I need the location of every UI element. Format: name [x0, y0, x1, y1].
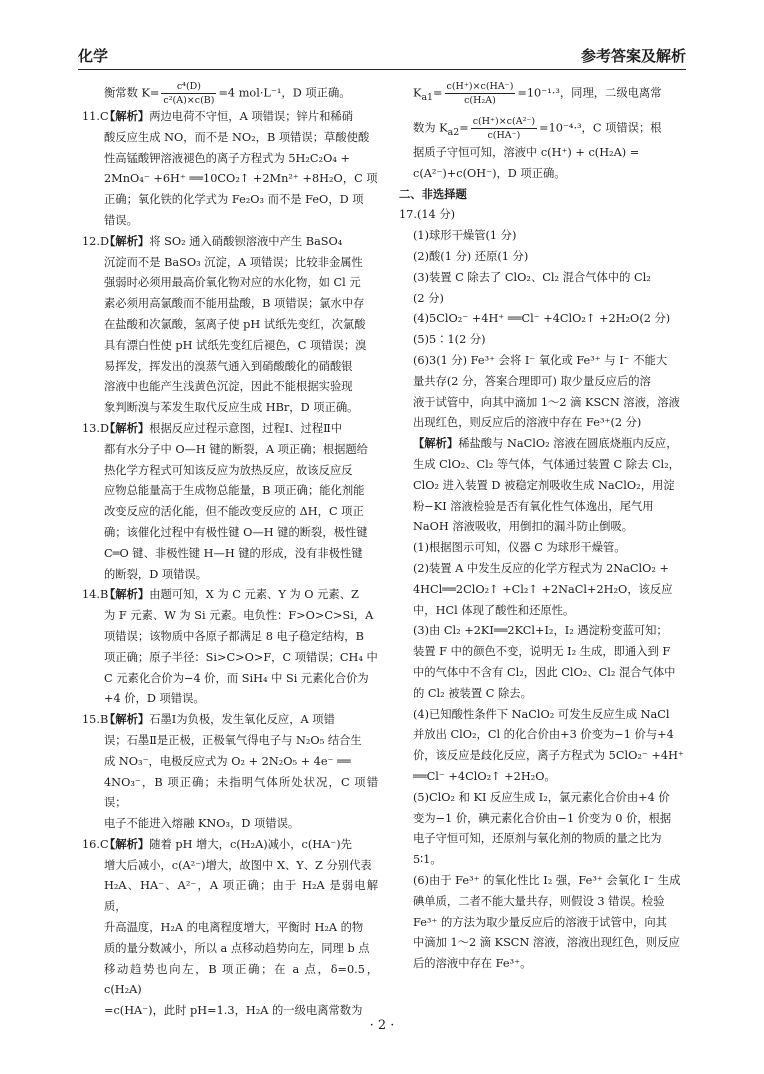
ka1-symbol: K — [413, 86, 422, 100]
answer-line: 移动趋势也向左，B 项正确；在 a 点，δ=0.5，c(H₂A) — [104, 962, 378, 997]
ka2-equals: = — [459, 121, 469, 135]
answer-item: 量共存(2 分，答案合理即可) 取少量反应后的溶 — [413, 374, 651, 388]
answer-line: =c(HA⁻)，此时 pH=1.3，H₂A 的一级电离常数为 — [104, 1004, 363, 1018]
answer-line: 项错误；该物质中各原子都满足 8 电子稳定结构，B — [104, 629, 364, 643]
analysis-label: 【解析】 — [104, 588, 150, 602]
analysis-label: 【解析】 — [104, 234, 150, 248]
answer-text: 根据反应过程示意图，过程Ⅰ、过程Ⅱ中 — [149, 421, 343, 435]
answer-text: 由题可知，X 为 C 元素、Y 为 O 元素、Z — [149, 588, 359, 602]
explanation-line: 后的溶液中存在 Fe³⁺。 — [413, 957, 532, 971]
answer-line: 增大后减小，c(A²⁻)增大，故图中 X、Y、Z 分别代表 — [104, 858, 372, 872]
answer-first-line — [82, 419, 378, 440]
ka1-subscript: a1 — [421, 91, 434, 103]
answer-item: (6)3(1 分) Fe³⁺ 会将 I⁻ 氧化或 Fe³⁺ 与 I⁻ 不能大 — [413, 354, 668, 368]
explanation-line: 并放出 ClO₂，Cl 的化合价由+3 价变为−1 价与+4 — [413, 728, 674, 742]
answer-item: (3)装置 C 除去了 ClO₂、Cl₂ 混合气体中的 Cl₂ — [413, 270, 651, 284]
ka1-numerator: c(H⁺)×c(HA⁻) — [446, 81, 514, 92]
explanation-line: (1)根据图示可知，仪器 C 为球形干燥管。 — [413, 541, 626, 555]
answer-line: 确；该催化过程中有极性键 O—H 键的断裂，极性键 — [104, 525, 368, 539]
answer-12 — [82, 232, 378, 419]
ka2-suffix: =10⁻⁴·³，C 项错误；根 — [539, 121, 662, 135]
page-number: · 2 · — [369, 1018, 395, 1033]
answer-line: 在盐酸和次氯酸，氢离子使 pH 试纸先变红，次氯酸 — [104, 317, 366, 331]
answer-line: 应物总能量高于生成物总能量，B 项正确；能化剂能 — [104, 484, 365, 498]
header-rule — [78, 69, 686, 70]
question-number: 16.C — [82, 837, 109, 851]
ka2-fraction — [471, 115, 537, 142]
answer-item: (2)酸(1 分) 还原(1 分) — [413, 250, 529, 264]
explanation-line: (5)ClO₂ 和 KI 反应生成 I₂，氯元素化合价由+4 价 — [413, 790, 670, 804]
ka1-denominator: c(H₂A) — [464, 95, 496, 106]
answer-line: H₂A、HA⁻、A²⁻，A 项正确；由于 H₂A 是弱电解质， — [104, 879, 378, 914]
k-denominator: c²(A)×c(B) — [163, 95, 215, 106]
answer-first-line — [82, 710, 378, 731]
ka1-equals: = — [433, 86, 443, 100]
answer-line: 强弱时必须用最高价氧化物对应的水化物，如 Cl 元 — [104, 276, 361, 290]
answer-line: 错误。 — [104, 213, 138, 227]
answer-line: 象判断溴与苯发生取代反应生成 HBr，D 项正确。 — [104, 401, 359, 415]
answer-item: (5)5∶1(2 分) — [413, 333, 486, 347]
ka2-numerator: c(H⁺)×c(A²⁻) — [472, 115, 536, 127]
analysis-label: 【解析】 — [104, 421, 150, 435]
question-number: 15.B — [82, 713, 109, 727]
k-suffix: =4 mol·L⁻¹，D 项正确。 — [218, 86, 351, 100]
ka2-denominator: c(HA⁻) — [487, 129, 521, 141]
answer-line: 升高温度，H₂A 的电离程度增大，平衡时 H₂A 的物 — [104, 921, 364, 935]
answer-line: 热化学方程式可知该反应为放热反应，故该反应反 — [104, 463, 353, 477]
question-number: 13.D — [82, 421, 110, 435]
section-heading: 二、非选择题 — [399, 187, 467, 201]
answer-14 — [82, 585, 378, 710]
answer-line: 具有漂白性使 pH 试纸先变红后褪色，C 项错误；溴 — [104, 338, 367, 352]
analysis-block — [399, 434, 695, 975]
analysis-label: 【解析】 — [104, 713, 150, 727]
answer-line: 改变反应的活化能，但不能改变反应的 ΔH，C 项正 — [104, 505, 364, 519]
answer-13 — [82, 419, 378, 585]
explanation-line: Fe³⁺ 的方法为取少量反应后的溶液于试管中，向其 — [413, 915, 667, 929]
answer-list — [399, 226, 695, 434]
answer-line: 4NO₃⁻，B 项正确；未指明气体所处状况，C 项错误； — [104, 775, 378, 810]
explanation-line: 中滴加 1～2 滴 KSCN 溶液，溶液出现红色，则反应 — [413, 936, 680, 950]
answer-item: (1)球形干燥管(1 分) — [413, 229, 517, 243]
subject-title: 化学 — [78, 47, 109, 65]
answer-15 — [82, 710, 378, 835]
answer-line: 都有水分子中 O—H 键的断裂，A 项正确；根据题给 — [104, 442, 368, 456]
answer-text: 将 SO₂ 通入硝酸钡溶液中产生 BaSO₄ — [149, 234, 343, 248]
answer-line: 酸反应生成 NO，而不是 NO₂，B 项错误；草酸使酸 — [104, 130, 370, 144]
answer-item: 液于试管中，向其中滴加 1～2 滴 KSCN 溶液，溶液 — [413, 395, 680, 409]
answer-line: 溶液中也能产生浅黄色沉淀，因此不能根据实验现 — [104, 380, 353, 394]
explanation-line: (2)装置 A 中发生反应的化学方程式为 2NaClO₂ + — [413, 562, 670, 576]
explanation-line: 价，该反应是歧化反应，离子方程式为 5ClO₂⁻ +4H⁺ — [413, 749, 684, 763]
explanation-line: 碘单质，二者不能大量共存，则假设 3 错误。检验 — [413, 894, 665, 908]
ka1-line — [399, 80, 695, 109]
answer-line: 项正确；原子半径：Si>C>O>F，C 项错误；CH₄ 中 — [104, 650, 378, 664]
left-column — [82, 80, 378, 1022]
explanation-line: (4)已知酸性条件下 NaClO₂ 可发生反应生成 NaCl — [413, 707, 670, 721]
answer-line: 易挥发，挥发出的溴蒸气通入到硝酸酸化的硝酸银 — [104, 359, 353, 373]
k-fraction — [161, 80, 216, 107]
analysis-text: 稀盐酸与 NaClO₂ 溶液在圆底烧瓶内反应， — [458, 437, 678, 451]
explanation-line: 4HCl══2ClO₂↑ +Cl₂↑ +2NaCl+2H₂O，该反应 — [413, 582, 673, 596]
ka1-suffix: =10⁻¹·³，同理，二级电离常 — [517, 86, 662, 100]
answer-text: 随着 pH 增大，c(H₂A)减小，c(HA⁻)先 — [149, 837, 352, 851]
answer-line: 电子不能进入熔融 KNO₃，D 项错误。 — [104, 817, 300, 831]
answer-line: 成 NO₃⁻，电极反应式为 O₂ + 2N₂O₅ + 4e⁻ ══ — [104, 754, 351, 768]
question-number: 12.D — [82, 234, 110, 248]
answer-line: C═O 键、非极性键 H—H 键的形成，没有非极性键 — [104, 546, 363, 560]
answer-line: +4 价，D 项错误。 — [104, 692, 205, 706]
explanation-line: 变为−1 价，碘元素化合价由−1 价变为 0 价，根据 — [413, 811, 672, 825]
analysis-label: 【解析】 — [104, 110, 150, 123]
explanation-line: 的 Cl₂ 被装置 C 除去。 — [413, 686, 532, 700]
answer-line: 为 F 元素、W 为 Si 元素。电负性：F>O>C>Si，A — [104, 609, 374, 623]
answer-line: c(A²⁻)+c(OH⁻)，D 项正确。 — [413, 166, 566, 180]
answer-item: (4)5ClO₂⁻ +4H⁺ ══Cl⁻ +4ClO₂↑ +2H₂O(2 分) — [413, 312, 671, 326]
answer-16 — [82, 835, 378, 1022]
explanation-line: (6)由于 Fe³⁺ 的氧化性比 I₂ 强，Fe³⁺ 会氧化 I⁻ 生成 — [413, 873, 681, 887]
k-numerator: c⁴(D) — [161, 80, 216, 94]
ka2-subscript: a2 — [447, 126, 460, 138]
question-number: 11.C — [82, 110, 109, 123]
equilibrium-constant-line — [82, 80, 378, 107]
analysis-label: 【解析】 — [104, 837, 150, 851]
analysis-label: 【解析】 — [413, 437, 459, 451]
answer-line: 正确；氧化铁的化学式为 Fe₂O₃ 而不是 FeO，D 项 — [104, 193, 364, 207]
answer-line: 性高锰酸钾溶液褪色的离子方程式为 5H₂C₂O₄ + — [104, 151, 350, 165]
analysis-first-line — [399, 434, 695, 455]
answer-11 — [82, 107, 378, 232]
right-column — [399, 80, 695, 975]
ka2-line — [399, 115, 695, 144]
analysis-line: 粉−KI 溶液检验是否有氧化性气体逸出，尾气用 — [413, 499, 654, 513]
analysis-line: ClO₂ 进入装置 D 被稳定剂吸收生成 NaClO₂，用淀 — [413, 478, 675, 492]
answer-line: 据质子守恒可知，溶液中 c(H⁺) + c(H₂A) = — [413, 146, 640, 160]
explanation-line: 中，HCl 体现了酸性和还原性。 — [413, 603, 575, 617]
answer-first-line — [82, 232, 378, 253]
answer-line: 的断裂，D 项错误。 — [104, 567, 208, 581]
answer-first-line — [82, 585, 378, 606]
explanation-line: 中的气体中不含有 Cl₂，因此 ClO₂、Cl₂ 混合气体中 — [413, 666, 676, 680]
page-header — [78, 46, 686, 70]
ka1-fraction — [445, 80, 516, 107]
answer-line: C 元素化合价为−4 价，而 SiH₄ 中 Si 元素化合价为 — [104, 671, 369, 685]
explanation-line: (3)由 Cl₂ +2KI══2KCl+I₂，I₂ 遇淀粉变蓝可知； — [413, 624, 668, 638]
explanation-line: 5∶1。 — [413, 853, 442, 867]
ka2-prefix: 数为 K — [413, 121, 448, 135]
answer-line: 误；石墨Ⅱ是正极，正极氧气得电子与 N₂O₅ 结合生 — [104, 733, 362, 747]
question-17-number: 17.(14 分) — [399, 208, 456, 222]
section-title: 参考答案及解析 — [580, 47, 686, 65]
answer-text: 石墨Ⅰ为负极，发生氧化反应，A 项错 — [149, 713, 335, 727]
analysis-line: 生成 ClO₂、Cl₂ 等气体，气体通过装置 C 除去 Cl₂， — [413, 458, 680, 472]
analysis-line: NaOH 溶液吸收，用倒扣的漏斗防止倒吸。 — [413, 520, 634, 534]
answer-item: (2 分) — [413, 291, 444, 305]
answer-text: 两边电荷不守恒，A 项错误；锌片和稀硝 — [149, 110, 354, 123]
answer-line: 质的量分数减小，所以 a 点移动趋势向左，同理 b 点 — [104, 941, 370, 955]
answer-first-line — [82, 107, 378, 128]
answer-line: 2MnO₄⁻ +6H⁺ ══10CO₂↑ +2Mn²⁺ +8H₂O，C 项 — [104, 172, 378, 186]
answer-line: 沉淀而不是 BaSO₃ 沉淀，A 项错误；比较非金属性 — [104, 255, 363, 269]
answer-item: 出现红色，则反应后的溶液中存在 Fe³⁺(2 分) — [413, 416, 642, 430]
question-number: 14.B — [82, 588, 109, 602]
explanation-line: 装置 F 中的颜色不变，说明无 I₂ 生成，即通入到 F — [413, 645, 671, 659]
answer-line: 素必须用高氯酸而不能用盐酸，B 项错误；氯水中存 — [104, 297, 365, 311]
explanation-line: ══Cl⁻ +4ClO₂↑ +2H₂O。 — [413, 770, 556, 783]
explanation-line: 电子守恒可知，还原剂与氧化剂的物质的量之比为 — [413, 832, 662, 846]
answer-first-line — [82, 835, 378, 856]
k-prefix: 衡常数 K= — [104, 86, 160, 100]
